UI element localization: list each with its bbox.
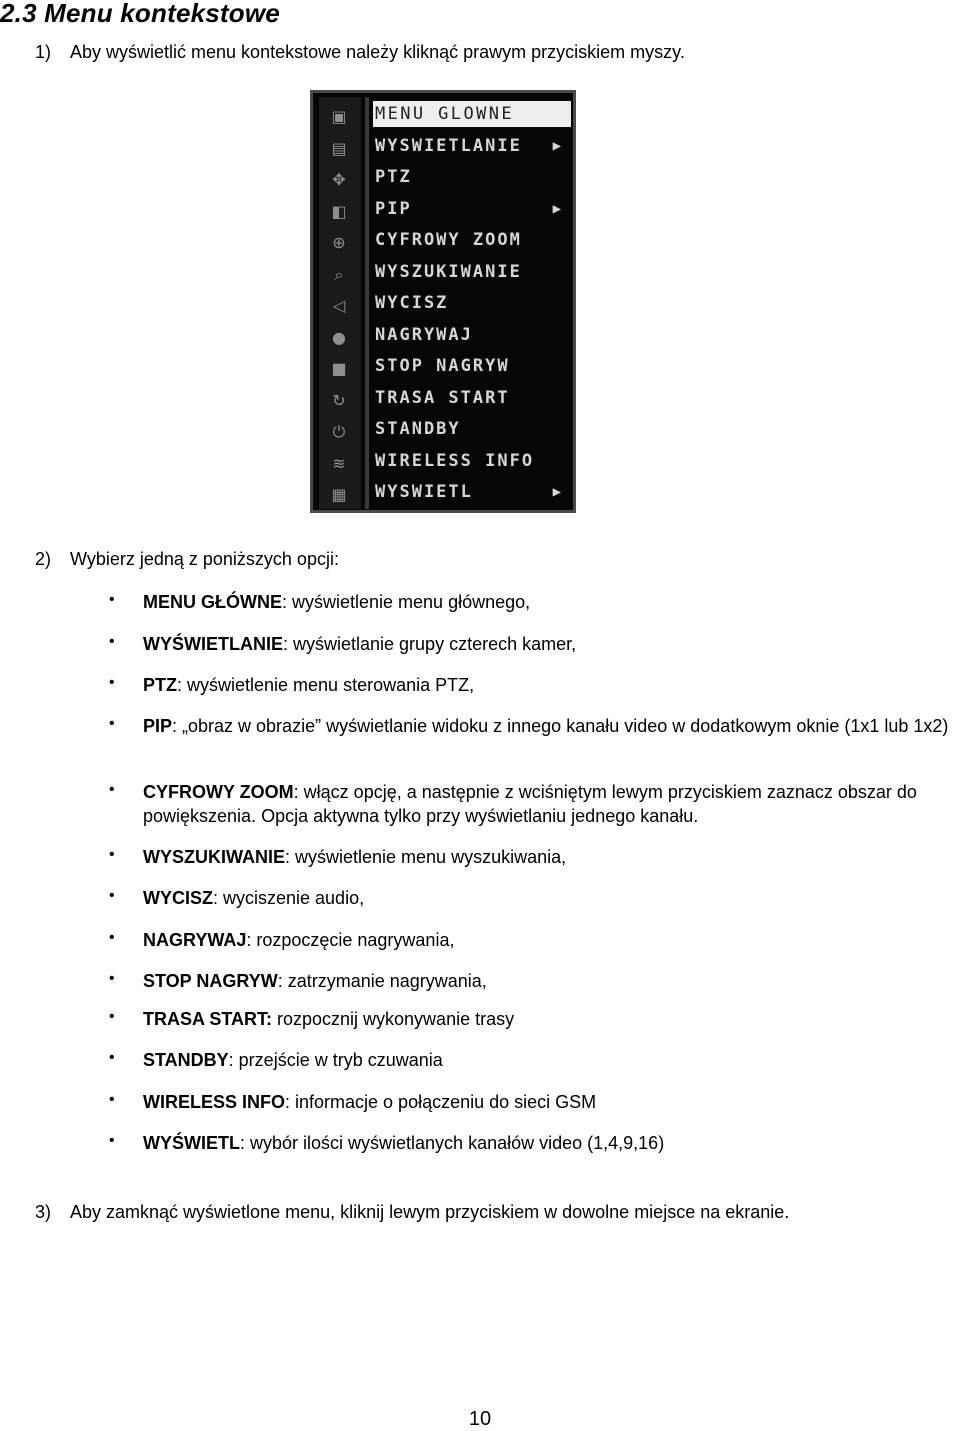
menu-item[interactable] (373, 196, 571, 222)
bullet: • (109, 1008, 115, 1025)
menu-item[interactable] (373, 290, 571, 316)
list-item (143, 673, 960, 697)
menu-item[interactable] (373, 164, 571, 190)
step-1-text: Aby wyświetlić menu kontekstowe należy kliknąć prawym przyciskiem myszy. (70, 42, 685, 62)
menu-item[interactable] (373, 322, 571, 348)
bullet: • (109, 715, 115, 732)
standby-icon: ⏻ (332, 422, 346, 441)
option-term: PTZ (143, 675, 177, 695)
menu-item-label: PTZ (375, 167, 412, 187)
list-item (143, 714, 960, 738)
step-3 (35, 1202, 960, 1226)
option-term: PIP (143, 716, 173, 736)
option-description: : rozpoczęcie nagrywania, (246, 930, 455, 950)
zoom-icon: ⊕ (332, 233, 346, 252)
option-description: : wyświetlenie menu wyszukiwania, (285, 847, 567, 867)
step-3-text: Aby zamknąć wyświetlone menu, kliknij lewym przyciskiem w dowolne miejsce na ekranie. (70, 1202, 790, 1222)
search-icon: ⌕ (334, 264, 344, 284)
menu-item[interactable] (373, 416, 571, 442)
route-icon: ↻ (332, 390, 346, 410)
option-description: : wyciszenie audio, (213, 888, 365, 908)
option-term: NAGRYWAJ (143, 930, 247, 950)
option-term: WYCISZ (143, 888, 213, 908)
option-term: WYŚWIETL (143, 1133, 240, 1153)
record-icon: ● (332, 327, 346, 347)
step-2 (35, 549, 960, 573)
option-description: : wybór ilości wyświetlanych kanałów video (1,4,9,16) (240, 1133, 665, 1153)
ptz-icon: ✥ (332, 170, 346, 189)
step-2-number: 2) (35, 549, 52, 569)
submenu-arrow-icon: ▶ (552, 137, 563, 154)
list-item (143, 1048, 960, 1072)
layout-icon: ▦ (331, 485, 347, 504)
step-2-text: Wybierz jedną z poniższych opcji: (70, 549, 339, 569)
menu-item-label: WIRELESS INFO (375, 450, 535, 471)
list-item (143, 845, 960, 869)
list-item (143, 1090, 960, 1114)
option-term: WYŚWIETLANIE (143, 634, 283, 654)
page-number: 10 (468, 1408, 492, 1430)
option-description: : wyświetlanie grupy czterech kamer, (283, 634, 577, 654)
option-term: CYFROWY ZOOM (143, 782, 294, 802)
list-item (143, 1007, 960, 1031)
list-item (143, 886, 960, 910)
bullet: • (109, 633, 115, 650)
menu-item-label: CYFROWY ZOOM (375, 230, 522, 250)
pip-icon: ◧ (331, 201, 347, 221)
monitor-icon: ▣ (331, 107, 347, 126)
menu-item[interactable] (373, 101, 571, 127)
option-description: : „obraz w obrazie” wyświetlanie widoku z innego kanału video w dodatkowym oknie (1x1 lub 1x2) (172, 716, 949, 736)
option-description: rozpocznij wykonywanie trasy (272, 1009, 515, 1029)
bullet: • (109, 674, 115, 691)
menu-item-label: PIP (375, 198, 412, 219)
option-term: MENU GŁÓWNE (143, 592, 282, 612)
menu-item[interactable] (373, 353, 571, 379)
menu-item-label: STANDBY (375, 419, 461, 439)
option-description: : włącz opcję, a następnie z wciśniętym lewym przyciskiem zaznacz obszar do powiększenia. Opcja aktywna tylko przy wyświetlaniu jednego kanału. (143, 782, 917, 826)
menu-item-label: STOP NAGRYW (375, 356, 510, 376)
option-description: : informacje o połączeniu do sieci GSM (285, 1092, 597, 1112)
bullet: • (109, 591, 115, 608)
menu-separator (365, 97, 369, 509)
list-item (143, 928, 960, 952)
option-description: : zatrzymanie nagrywania, (277, 971, 487, 991)
bullet: • (109, 887, 115, 904)
menu-item[interactable] (373, 479, 571, 505)
list-item (143, 969, 960, 993)
menu-item-label: WYSWIETLANIE (375, 135, 522, 156)
menu-item-label: WYSZUKIWANIE (375, 261, 522, 282)
option-term: TRASA START: (143, 1009, 272, 1029)
section-title: 2.3 Menu kontekstowe (0, 0, 280, 28)
bullet: • (109, 1132, 115, 1149)
option-term: STANDBY (143, 1050, 229, 1070)
bullet: • (109, 781, 115, 798)
menu-item-label: MENU GLOWNE (375, 104, 514, 124)
stop-record-icon: ■ (331, 359, 347, 378)
option-description: : wyświetlenie menu głównego, (282, 592, 531, 612)
step-1-number: 1) (35, 42, 52, 62)
option-description: : przejście w tryb czuwania (228, 1050, 443, 1070)
option-description: : wyświetlenie menu sterowania PTZ, (177, 675, 475, 695)
option-term: STOP NAGRYW (143, 971, 278, 991)
list-item (143, 780, 960, 828)
mute-icon: ◁ (332, 296, 346, 315)
submenu-arrow-icon: ▶ (552, 484, 563, 500)
list-item (143, 632, 960, 656)
menu-item[interactable] (373, 227, 571, 253)
option-term: WIRELESS INFO (143, 1092, 286, 1112)
option-term: WYSZUKIWANIE (143, 847, 285, 867)
list-item (143, 1131, 960, 1155)
wireless-icon: ≋ (332, 453, 346, 473)
bullet: • (109, 1049, 115, 1066)
bullet: • (109, 1091, 115, 1108)
list-item (143, 590, 960, 614)
step-3-number: 3) (35, 1202, 52, 1222)
menu-item-label: TRASA START (375, 387, 510, 408)
bullet: • (109, 970, 115, 987)
display-icon: ▤ (331, 138, 347, 158)
menu-item-label: NAGRYWAJ (375, 324, 473, 345)
bullet: • (109, 846, 115, 863)
context-menu-screenshot (310, 90, 576, 513)
bullet: • (109, 929, 115, 946)
submenu-arrow-icon: ▶ (552, 200, 563, 217)
menu-item[interactable] (373, 385, 571, 411)
menu-item[interactable] (373, 259, 571, 285)
menu-item-label: WYSWIETL (375, 482, 473, 502)
menu-item[interactable] (373, 133, 571, 159)
menu-item-label: WYCISZ (375, 293, 449, 313)
step-1 (35, 42, 960, 66)
menu-item[interactable] (373, 448, 571, 474)
menu-icon-column (319, 97, 361, 509)
